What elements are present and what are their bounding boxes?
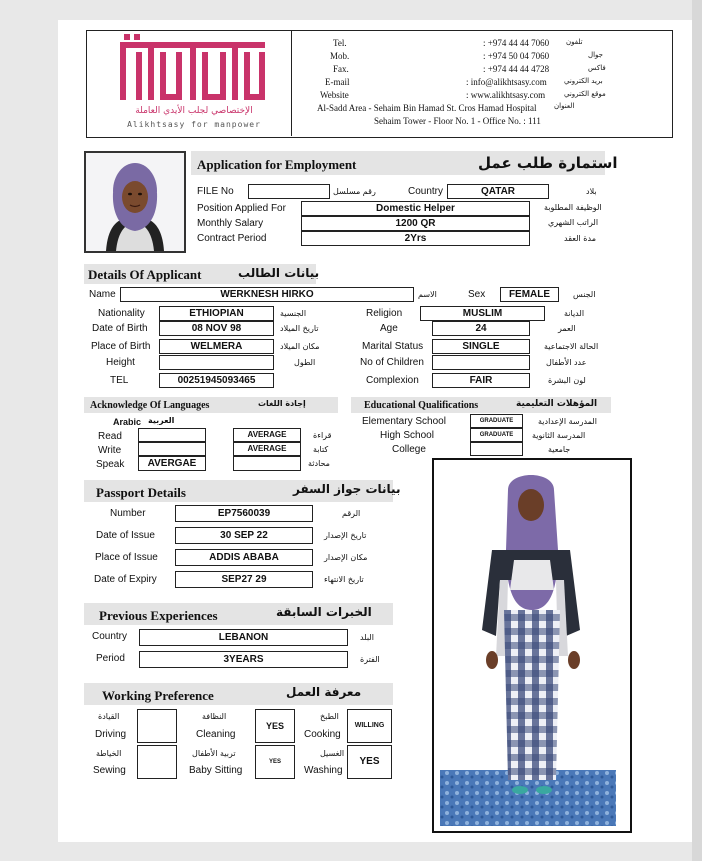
complexion-label: Complexion [366, 375, 419, 386]
education-section-title-arabic: المؤهلات التعليمية [516, 399, 598, 409]
write-label: Write [98, 445, 122, 456]
age-arabic: العمر [558, 324, 576, 333]
nationality-arabic: الجنسية [280, 309, 307, 318]
nationality-field[interactable]: ETHIOPIAN [159, 306, 274, 321]
applicant-section-title-arabic: بيانات الطالب [238, 266, 320, 280]
cooking-box[interactable]: WILLING [347, 709, 392, 743]
contact-fax-arabic: فاكس [588, 64, 606, 72]
cleaning-box[interactable]: YES [255, 709, 295, 743]
passport-number-arabic: الرقم [342, 509, 361, 518]
cooking-arabic: الطبخ [320, 712, 339, 721]
dob-label: Date of Birth [92, 323, 148, 334]
read-arabic: قراءة [313, 431, 332, 440]
position-arabic: الوظيفة المطلوبة [544, 203, 602, 212]
baby-label: Baby Sitting [189, 765, 243, 776]
contact-email-value: : info@alikhtsasy.com [466, 77, 547, 87]
baby-arabic: تربية الأطفال [192, 749, 236, 758]
application-form-page [58, 20, 692, 842]
name-label: Name [89, 289, 116, 300]
sewing-box[interactable] [137, 745, 177, 779]
issue-place-field[interactable]: ADDIS ABABA [175, 549, 313, 566]
college-label: College [392, 444, 426, 455]
contract-label: Contract Period [197, 233, 267, 244]
portrait-photo-frame [84, 151, 186, 253]
issue-place-arabic: مكان الإصدار [324, 553, 368, 562]
height-label: Height [106, 357, 135, 368]
languages-section-title-arabic: إجادة اللغات [258, 399, 306, 408]
sewing-arabic: الخياطة [96, 749, 122, 758]
passport-number-field[interactable]: EP7560039 [175, 505, 313, 522]
exp-period-field[interactable]: 3YEARS [139, 651, 348, 668]
contact-website-value: : www.alikhtsasy.com [466, 90, 546, 100]
pob-field[interactable]: WELMERA [159, 339, 274, 354]
header-divider [291, 30, 292, 136]
salary-arabic: الراتب الشهري [548, 218, 599, 227]
contact-fax-value: : +974 44 44 4728 [483, 64, 550, 74]
college-field[interactable] [470, 442, 523, 456]
contact-mob-arabic: جوال [588, 51, 603, 59]
contact-tel-label: Tel. [333, 38, 347, 48]
pob-label: Place of Birth [91, 341, 151, 352]
driving-arabic: القيادة [98, 712, 120, 721]
height-field[interactable] [159, 355, 274, 370]
address-line-1: Al-Sadd Area - Sehaim Bin Hamad St. Cros Hamad Hospital [317, 103, 537, 113]
age-field[interactable]: 24 [432, 321, 530, 336]
sex-field[interactable]: FEMALE [500, 287, 559, 302]
complexion-field[interactable]: FAIR [432, 373, 530, 388]
contract-field[interactable]: 2Yrs [301, 231, 530, 246]
children-label: No of Children [360, 357, 424, 368]
application-title-arabic: استمارة طلب عمل [478, 154, 618, 172]
contact-mob-value: : +974 50 04 7060 [483, 51, 550, 61]
college-arabic: جامعية [548, 445, 571, 454]
elementary-label: Elementary School [362, 416, 446, 427]
exp-country-field[interactable]: LEBANON [139, 629, 348, 646]
full-body-photo [434, 460, 630, 831]
nationality-label: Nationality [98, 308, 145, 319]
salary-label: Monthly Salary [197, 218, 264, 229]
marital-arabic: الحالة الاجتماعية [544, 342, 599, 351]
religion-label: Religion [366, 308, 403, 319]
contact-mob-label: Mob. [330, 51, 350, 61]
cleaning-label: Cleaning [196, 729, 236, 740]
name-arabic: الاسم [418, 290, 437, 299]
contact-email-arabic: بريد الكتروني [564, 77, 603, 85]
address-line-2: Sehaim Tower - Floor No. 1 - Office No. : 111 [374, 116, 541, 126]
application-title: Application for Employment [197, 157, 357, 172]
elementary-arabic: المدرسة الإعدادية [538, 417, 597, 426]
contact-website-arabic: موقع الكتروني [564, 90, 606, 98]
sex-label: Sex [468, 289, 486, 300]
salary-field[interactable]: 1200 QR [301, 216, 530, 231]
exp-country-label: Country [92, 631, 128, 642]
write-arabic: كتابة [313, 445, 329, 454]
lang-arabic-col-en: Arabic [113, 417, 142, 427]
tel-field[interactable]: 00251945093465 [159, 373, 274, 388]
write-field-2[interactable]: AVERAGE [233, 442, 301, 456]
read-field-2[interactable]: AVERAGE [233, 428, 301, 442]
passport-number-label: Number [110, 508, 146, 519]
issue-place-label: Place of Issue [95, 552, 158, 563]
exp-country-arabic: البلد [360, 633, 374, 642]
logo-english-text: Alikhtsasy for manpower [127, 120, 261, 129]
driving-box[interactable] [137, 709, 177, 743]
education-section-title: Educational Qualifications [364, 400, 479, 411]
file-no-label: FILE No [197, 186, 234, 197]
expiry-field[interactable]: SEP27 29 [175, 571, 313, 588]
lang-arabic-col-ar: العربية [148, 416, 175, 425]
complexion-arabic: لون البشرة [548, 376, 586, 385]
issue-date-field[interactable]: 30 SEP 22 [175, 527, 313, 544]
expiry-arabic: تاريخ الانتهاء [324, 575, 364, 584]
exp-period-label: Period [96, 653, 125, 664]
speak-field-2[interactable] [233, 456, 301, 471]
experience-section-title: Previous Experiences [99, 608, 218, 623]
file-no-arabic: رقم مسلسل [333, 187, 376, 196]
full-body-photo-frame [432, 458, 632, 833]
elementary-field[interactable]: GRADUATE [470, 414, 523, 428]
cleaning-arabic: النظافة [202, 712, 227, 721]
languages-section-title: Acknowledge Of Languages [90, 400, 210, 411]
high-arabic: المدرسة الثانوية [532, 431, 586, 440]
age-label: Age [380, 323, 398, 334]
religion-field[interactable]: MUSLIM [420, 306, 545, 321]
portrait-photo [86, 153, 184, 251]
speak-label: Speak [96, 459, 125, 470]
name-field[interactable]: WERKNESH HIRKO [120, 287, 414, 302]
high-label: High School [380, 430, 434, 441]
driving-label: Driving [95, 729, 127, 740]
sex-arabic: الجنس [573, 290, 596, 299]
applicant-section-title: Details Of Applicant [88, 267, 202, 282]
sewing-label: Sewing [93, 765, 126, 776]
dob-arabic: تاريخ الميلاد [280, 324, 319, 333]
dob-field[interactable]: 08 NOV 98 [159, 321, 274, 336]
children-arabic: عدد الأطفال [546, 358, 587, 367]
height-arabic: الطول [294, 358, 316, 367]
experience-section-title-arabic: الخبرات السابقة [276, 605, 372, 619]
file-no-field[interactable] [248, 184, 330, 199]
read-field-1[interactable] [138, 428, 206, 442]
write-field-1[interactable] [138, 442, 206, 456]
contract-arabic: مدة العقد [564, 234, 596, 243]
country-arabic: بلاد [586, 187, 597, 196]
washing-label: Washing [304, 765, 343, 776]
contact-tel-arabic: تلفون [566, 38, 583, 46]
speak-field-1[interactable]: AVERGAE [138, 456, 206, 471]
religion-arabic: الديانة [564, 309, 585, 318]
children-field[interactable] [432, 355, 530, 370]
expiry-label: Date of Expiry [94, 574, 157, 585]
country-label: Country [408, 186, 444, 197]
speak-arabic: محادثة [308, 459, 330, 468]
company-logo-icon [120, 34, 265, 102]
marital-label: Marital Status [362, 341, 424, 352]
washing-arabic: الغسيل [320, 749, 345, 758]
position-field[interactable]: Domestic Helper [301, 201, 530, 216]
preference-section-title: Working Preference [102, 688, 214, 703]
issue-date-label: Date of Issue [96, 530, 155, 541]
scroll-edge [692, 0, 702, 861]
exp-period-arabic: الفترة [360, 655, 380, 664]
high-field[interactable]: GRADUATE [470, 428, 523, 442]
contact-tel-value: : +974 44 44 7060 [483, 38, 550, 48]
washing-box[interactable]: YES [347, 745, 392, 779]
passport-section-title-arabic: بيانات جواز السفر [293, 482, 401, 496]
country-field[interactable]: QATAR [447, 184, 549, 199]
tel-label: TEL [110, 375, 129, 386]
preference-section-title-arabic: معرفة العمل [286, 685, 362, 699]
pob-arabic: مكان الميلاد [280, 342, 320, 351]
address-line-1-arabic: العنوان [554, 102, 575, 110]
logo-arabic-text: الإختصاصي لجلب الأيدي العاملة [135, 106, 253, 116]
contact-fax-label: Fax. [333, 64, 349, 74]
passport-section-title: Passport Details [96, 485, 186, 500]
contact-email-label: E-mail [325, 77, 350, 87]
marital-field[interactable]: SINGLE [432, 339, 530, 354]
cooking-label: Cooking [304, 729, 341, 740]
baby-box[interactable]: YES [255, 745, 295, 779]
contact-website-label: Website [320, 90, 349, 100]
read-label: Read [98, 431, 122, 442]
position-label: Position Applied For [197, 203, 286, 214]
issue-date-arabic: تاريخ الإصدار [324, 531, 367, 540]
